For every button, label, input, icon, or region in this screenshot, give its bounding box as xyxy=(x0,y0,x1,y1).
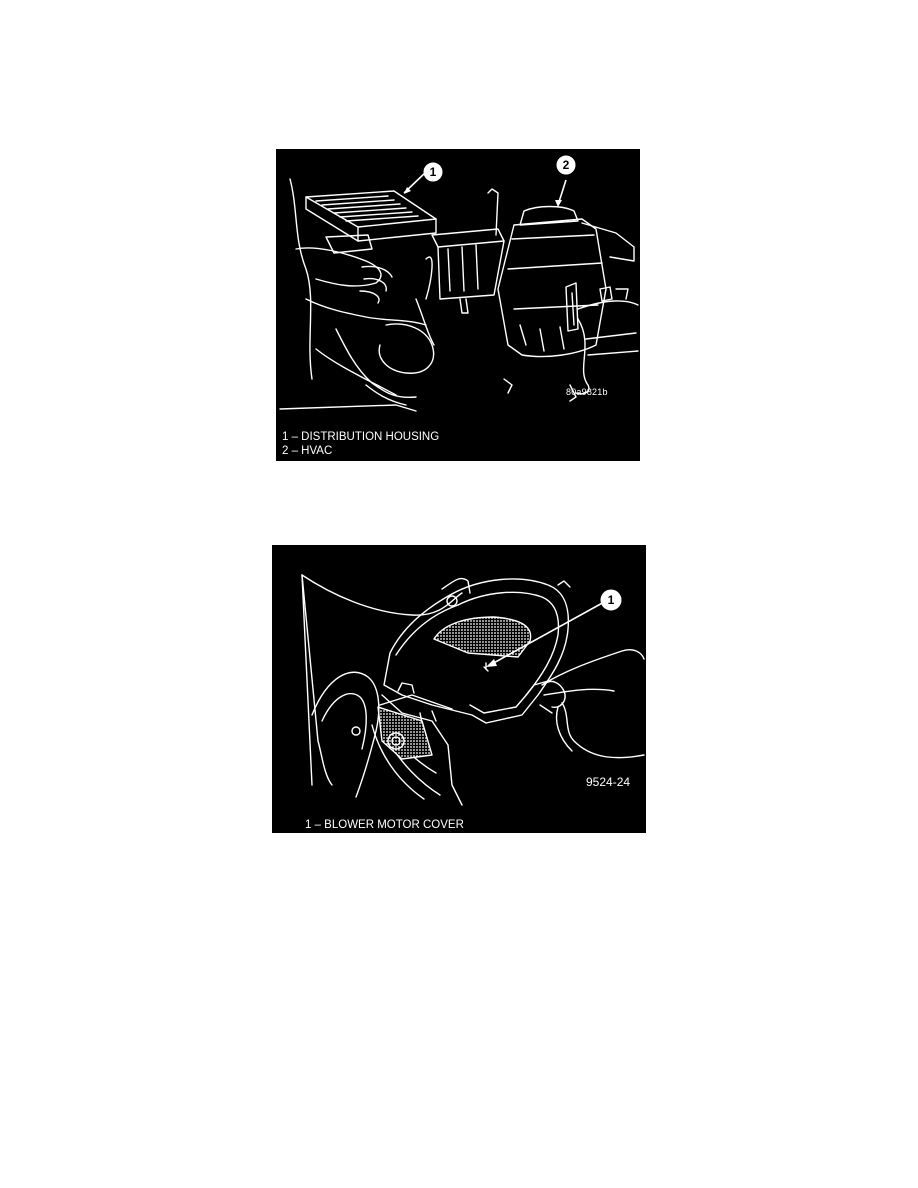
callout-1-fig1 xyxy=(424,163,442,181)
figure-blower-motor-cover xyxy=(272,545,646,833)
legend-item-2: 2 – HVAC xyxy=(282,445,333,457)
svg-text:1: 1 xyxy=(607,593,615,607)
figure-legend xyxy=(305,818,464,832)
svg-text:2: 2 xyxy=(562,158,570,172)
svg-text:1: 1 xyxy=(429,165,437,179)
figure-legend xyxy=(282,430,439,458)
figure-distribution-housing xyxy=(276,149,640,461)
legend-item-1: 1 – DISTRIBUTION HOUSING xyxy=(282,431,440,443)
illustration-blower-motor-cover xyxy=(272,545,646,833)
illustration-distribution-housing xyxy=(276,149,640,461)
callout-1-fig2 xyxy=(601,590,621,610)
figure-code: 80a9821b xyxy=(566,387,608,397)
figure-code: 9524-24 xyxy=(586,775,631,789)
legend-item-1: 1 – BLOWER MOTOR COVER xyxy=(305,819,464,831)
callout-2-fig1 xyxy=(557,156,575,174)
